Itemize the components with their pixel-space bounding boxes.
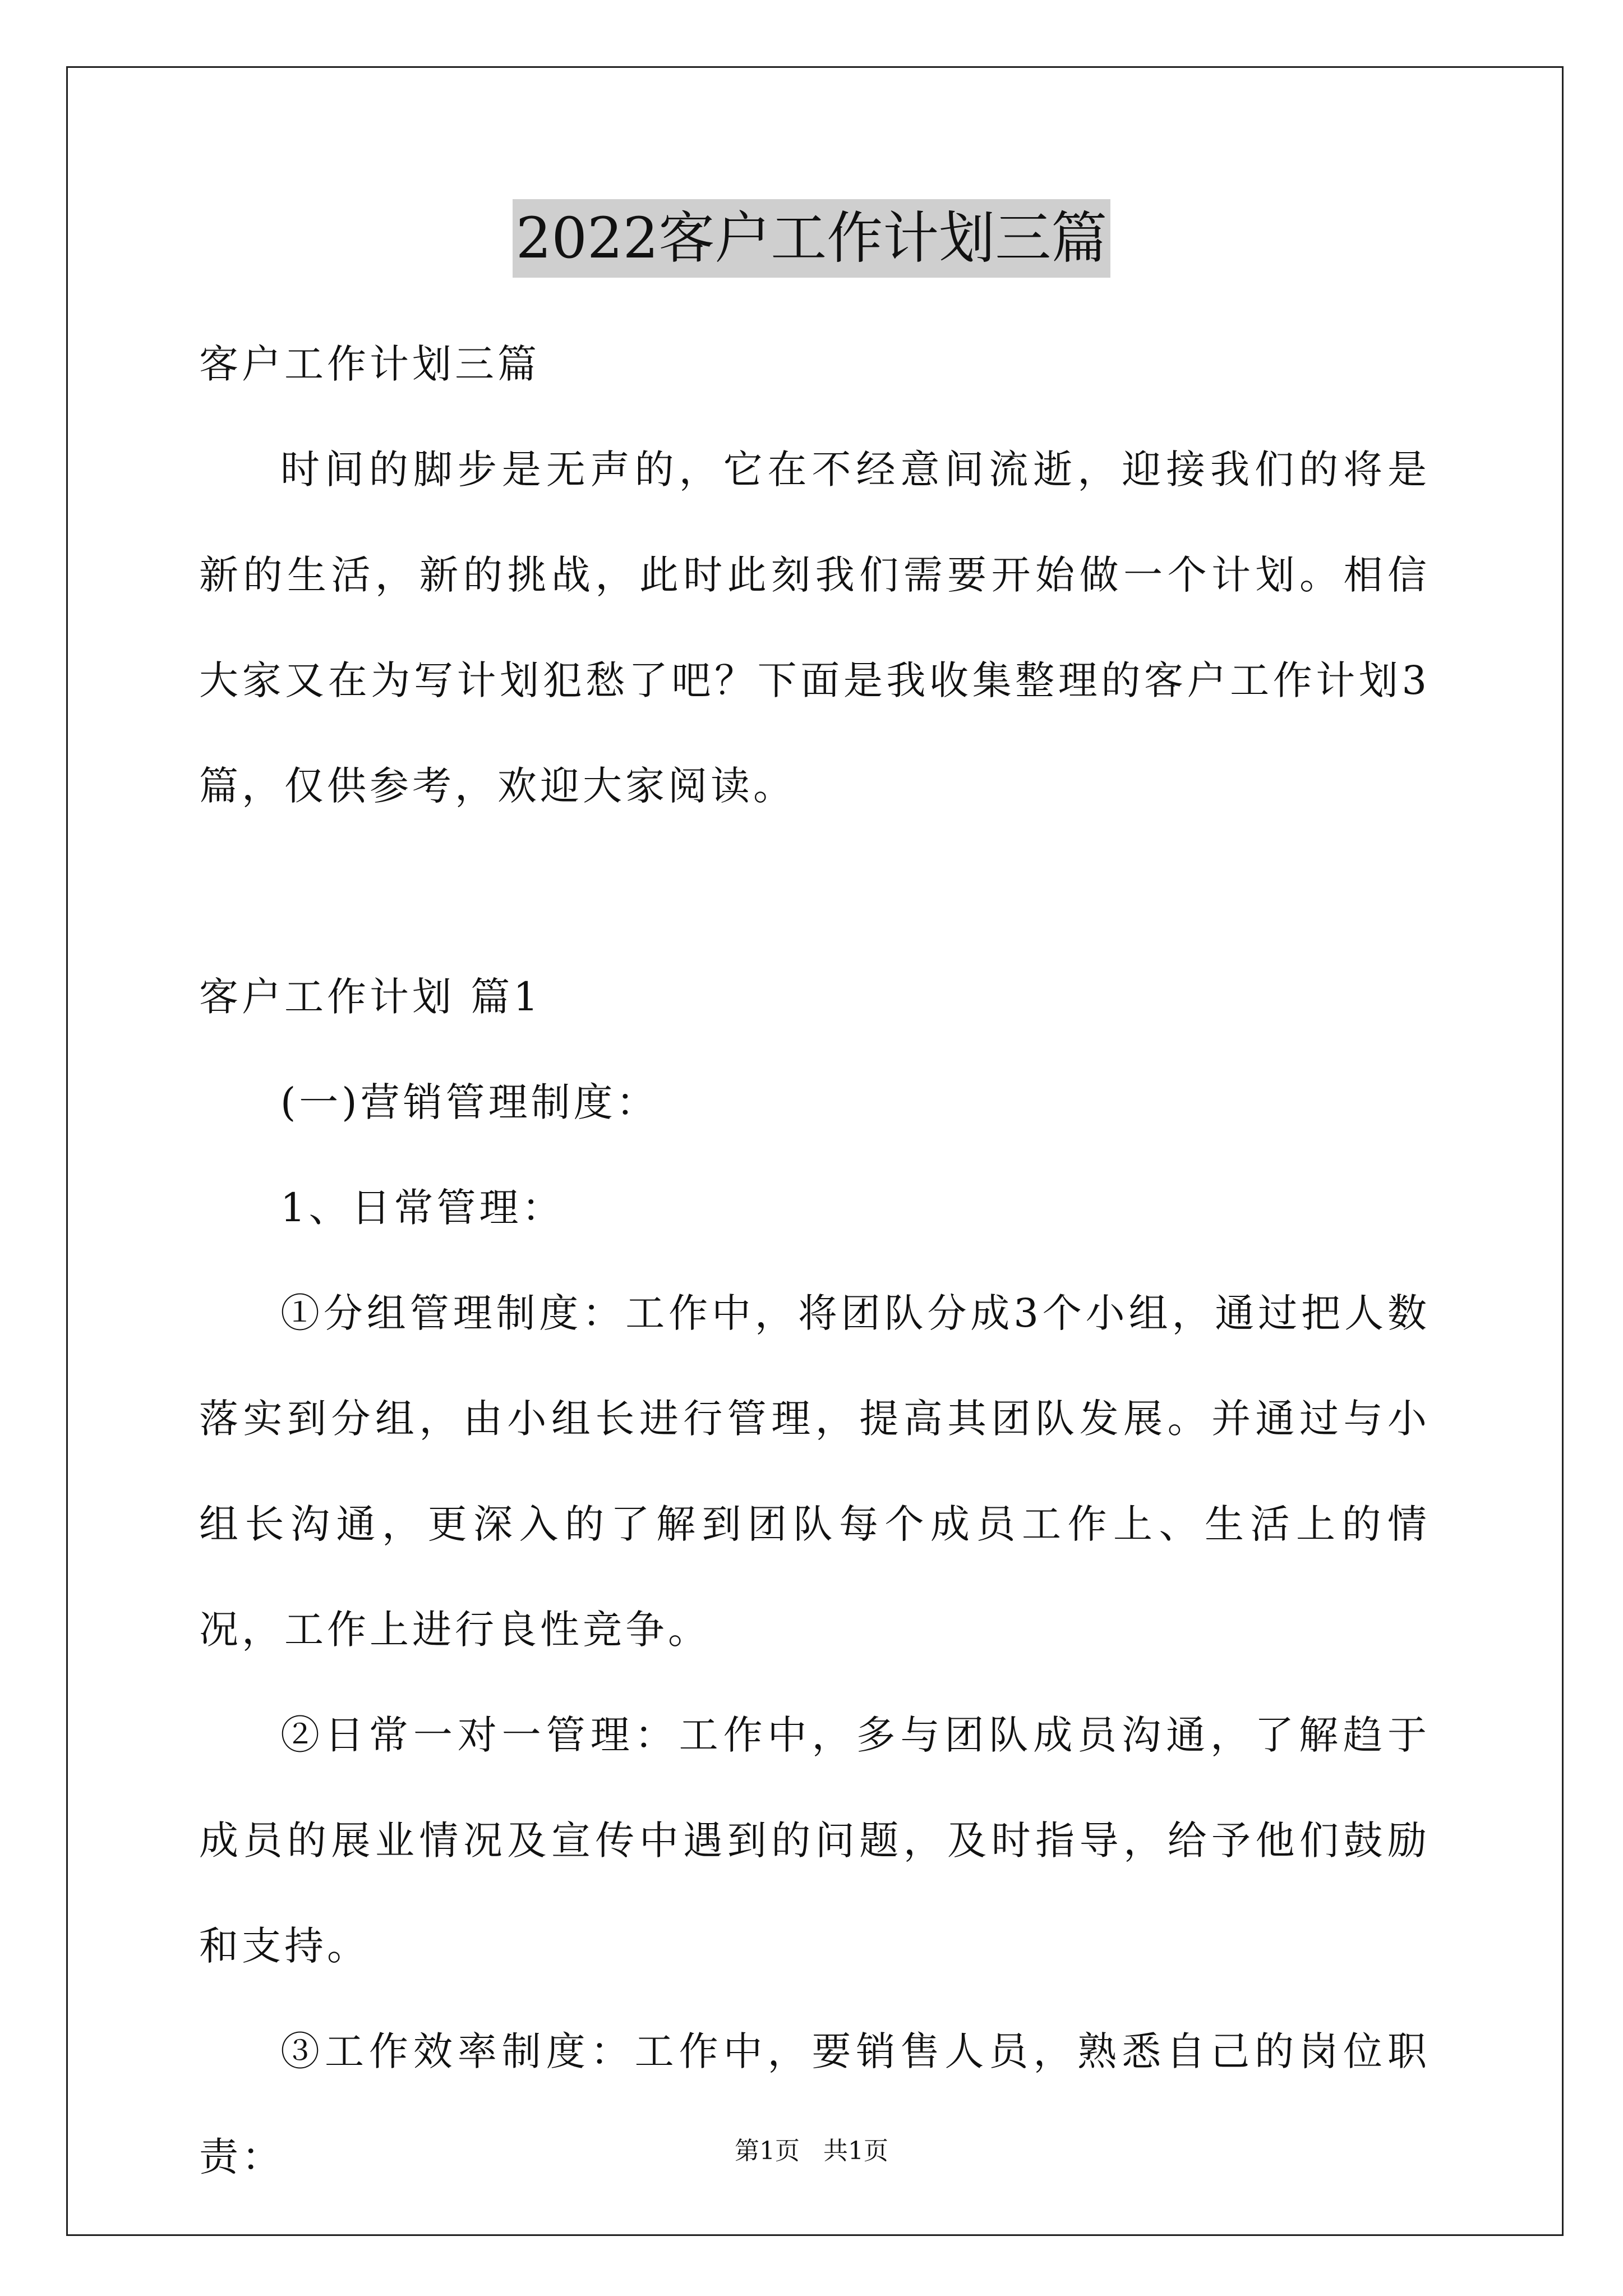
- section-heading: 客户工作计划 篇1: [199, 974, 542, 1020]
- body-paragraph: ②日常一对一管理：工作中，多与团队成员沟通，了解趋于成员的展业情况及宣传中遇到的问题，及时指导，给予他们鼓励和支持。: [199, 1712, 1430, 1969]
- item-heading: 1、日常管理：: [280, 1185, 565, 1231]
- page-footer: 第1页 共1页: [735, 2137, 888, 2165]
- intro-paragraph: 时间的脚步是无声的，它在不经意间流逝，迎接我们的将是新的生活，新的挑战，此时此刻我们需要开始做一个计划。相信大家又在为写计划犯愁了吧？下面是我收集整理的客户工作计划3篇，仅供参考，欢迎大家阅读。: [199, 447, 1430, 809]
- subtitle-paragraph: 客户工作计划三篇: [199, 341, 540, 387]
- document-title: 2022客户工作计划三篇: [513, 199, 1111, 278]
- title-container: [0, 199, 1623, 278]
- document-body: [199, 311, 1430, 2210]
- body-paragraph: ①分组管理制度：工作中，将团队分成3个小组，通过把人数落实到分组，由小组长进行管理，提高其团队发展。并通过与小组长沟通，更深入的了解到团队每个成员工作上、生活上的情况，工作上进行良性竞争。: [199, 1290, 1430, 1653]
- body-paragraph: ③工作效率制度：工作中，要销售人员，熟悉自己的岗位职责：: [199, 2028, 1430, 2180]
- subsection-heading: (一)营销管理制度：: [280, 1079, 659, 1125]
